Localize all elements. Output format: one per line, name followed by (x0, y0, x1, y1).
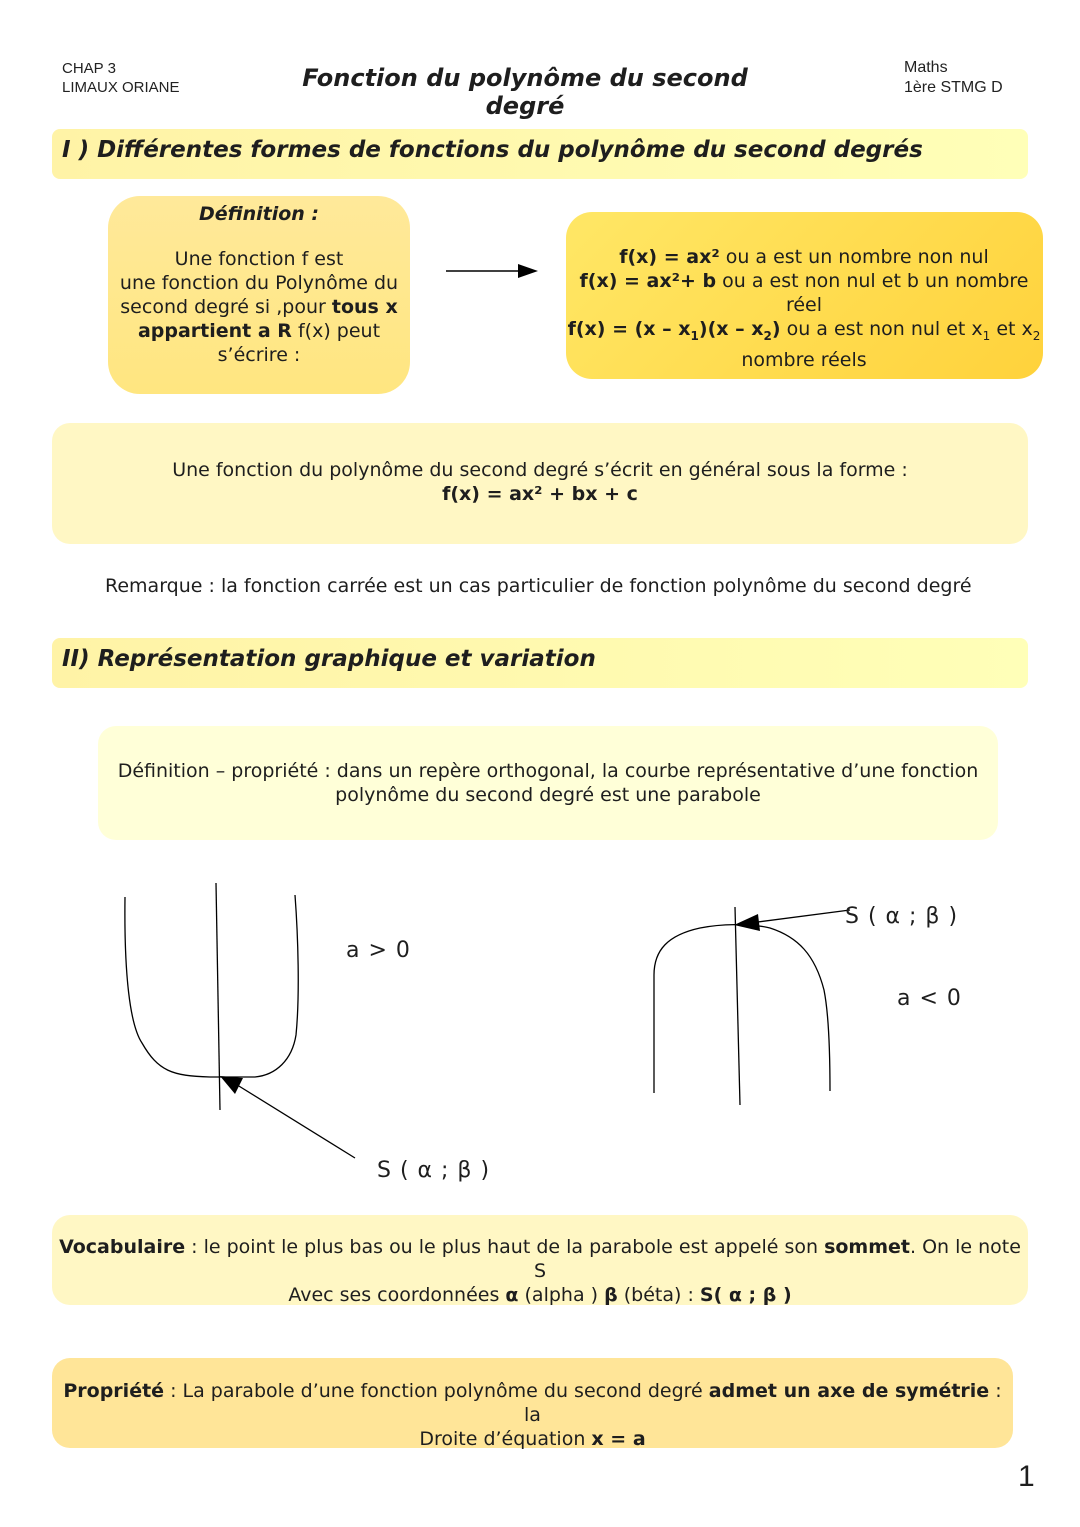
definition-line-4: appartient a R f(x) peut (137, 320, 381, 342)
section-2-title: II) Représentation graphique et variation (62, 646, 596, 672)
chapter-label: CHAP 3 (62, 60, 116, 77)
definition-line-2: une fonction du Polynôme du (119, 272, 399, 294)
arrow-head-icon (734, 914, 760, 931)
subject-label: Maths (904, 59, 948, 76)
def-prop-line-1: Définition – propriété : dans un repère orthogonal, la courbe représentative d’une fonction (117, 760, 979, 782)
definition-property-text (98, 759, 998, 807)
sign-a-positive: a > 0 (346, 938, 411, 963)
form-2: f(x) = ax²+ b ou a est non nul et b un nombre réel (579, 270, 1029, 316)
vertex-pointer-left (234, 1083, 355, 1158)
forms-text (562, 245, 1046, 372)
definition-line-5: s’écrire : (217, 344, 301, 366)
parabola-down-sketch (640, 895, 860, 1110)
parabola-curve-up (125, 895, 298, 1077)
general-formula: f(x) = ax² + bx + c (442, 483, 638, 505)
symmetry-axis-left (216, 883, 220, 1110)
general-form-box (52, 423, 1028, 544)
parabola-up-sketch (110, 875, 390, 1165)
property-box (52, 1358, 1013, 1448)
sign-a-negative: a < 0 (897, 986, 962, 1011)
general-form-text (52, 458, 1028, 506)
definition-line-3: second degré si ,pour tous x (120, 296, 398, 318)
page-number: 1 (1018, 1460, 1035, 1493)
vocabulary-box (52, 1215, 1028, 1305)
parabola-curve-down (654, 925, 830, 1093)
vocabulary-line-2: Avec ses coordonnées α (alpha ) β (béta) : S( α ; β ) (288, 1284, 792, 1306)
form-3-line-2: nombre réels (741, 348, 867, 371)
property-line-2: Droite d’équation x = a (419, 1428, 646, 1450)
vertex-pointer-right (750, 910, 850, 923)
right-arrow-icon (440, 258, 545, 284)
vertex-label-left: S ( α ; β ) (377, 1158, 491, 1183)
section-1-title: I ) Différentes formes de fonctions du polynôme du second degrés (62, 137, 923, 163)
class-label: 1ère STMG D (904, 79, 1003, 96)
definition-label: Définition : (198, 203, 320, 225)
property-line-1: Propriété : La parabole d’une fonction polynôme du second degré admet un axe de symétrie : la (63, 1380, 1002, 1426)
general-form-line: Une fonction du polynôme du second degré s’écrit en général sous la forme : (172, 459, 908, 481)
property-text (52, 1379, 1013, 1451)
forms-box (566, 212, 1043, 379)
section-1-heading (52, 129, 1028, 179)
author-name: LIMAUX ORIANE (62, 79, 180, 96)
vocabulary-line-1: Vocabulaire : le point le plus bas ou le plus haut de la parabole est appelé son sommet. On le note S (59, 1236, 1021, 1282)
symmetry-axis-right (735, 907, 740, 1105)
vocabulary-text (52, 1235, 1028, 1307)
form-1: f(x) = ax² ou a est un nombre non nul (619, 246, 989, 268)
definition-property-box (98, 726, 998, 840)
arrow-head-icon (220, 1076, 243, 1094)
def-prop-line-2: polynôme du second degré est une parabole (335, 784, 761, 806)
section-2-heading (52, 638, 1028, 688)
remark-text: Remarque : la fonction carrée est un cas particulier de fonction polynôme du second degré (105, 575, 972, 597)
vertex-label-right: S ( α ; β ) (845, 904, 959, 929)
form-3: $f(x) = (x - x_1)(x - x_2)$ ou a est non nul et $x_1$ et $x_2$ (567, 318, 1041, 343)
definition-text (108, 247, 410, 367)
definition-line-1: Une fonction f est (174, 248, 344, 270)
definition-box (108, 196, 410, 394)
page-title: Fonction du polynôme du second degré (302, 64, 748, 120)
